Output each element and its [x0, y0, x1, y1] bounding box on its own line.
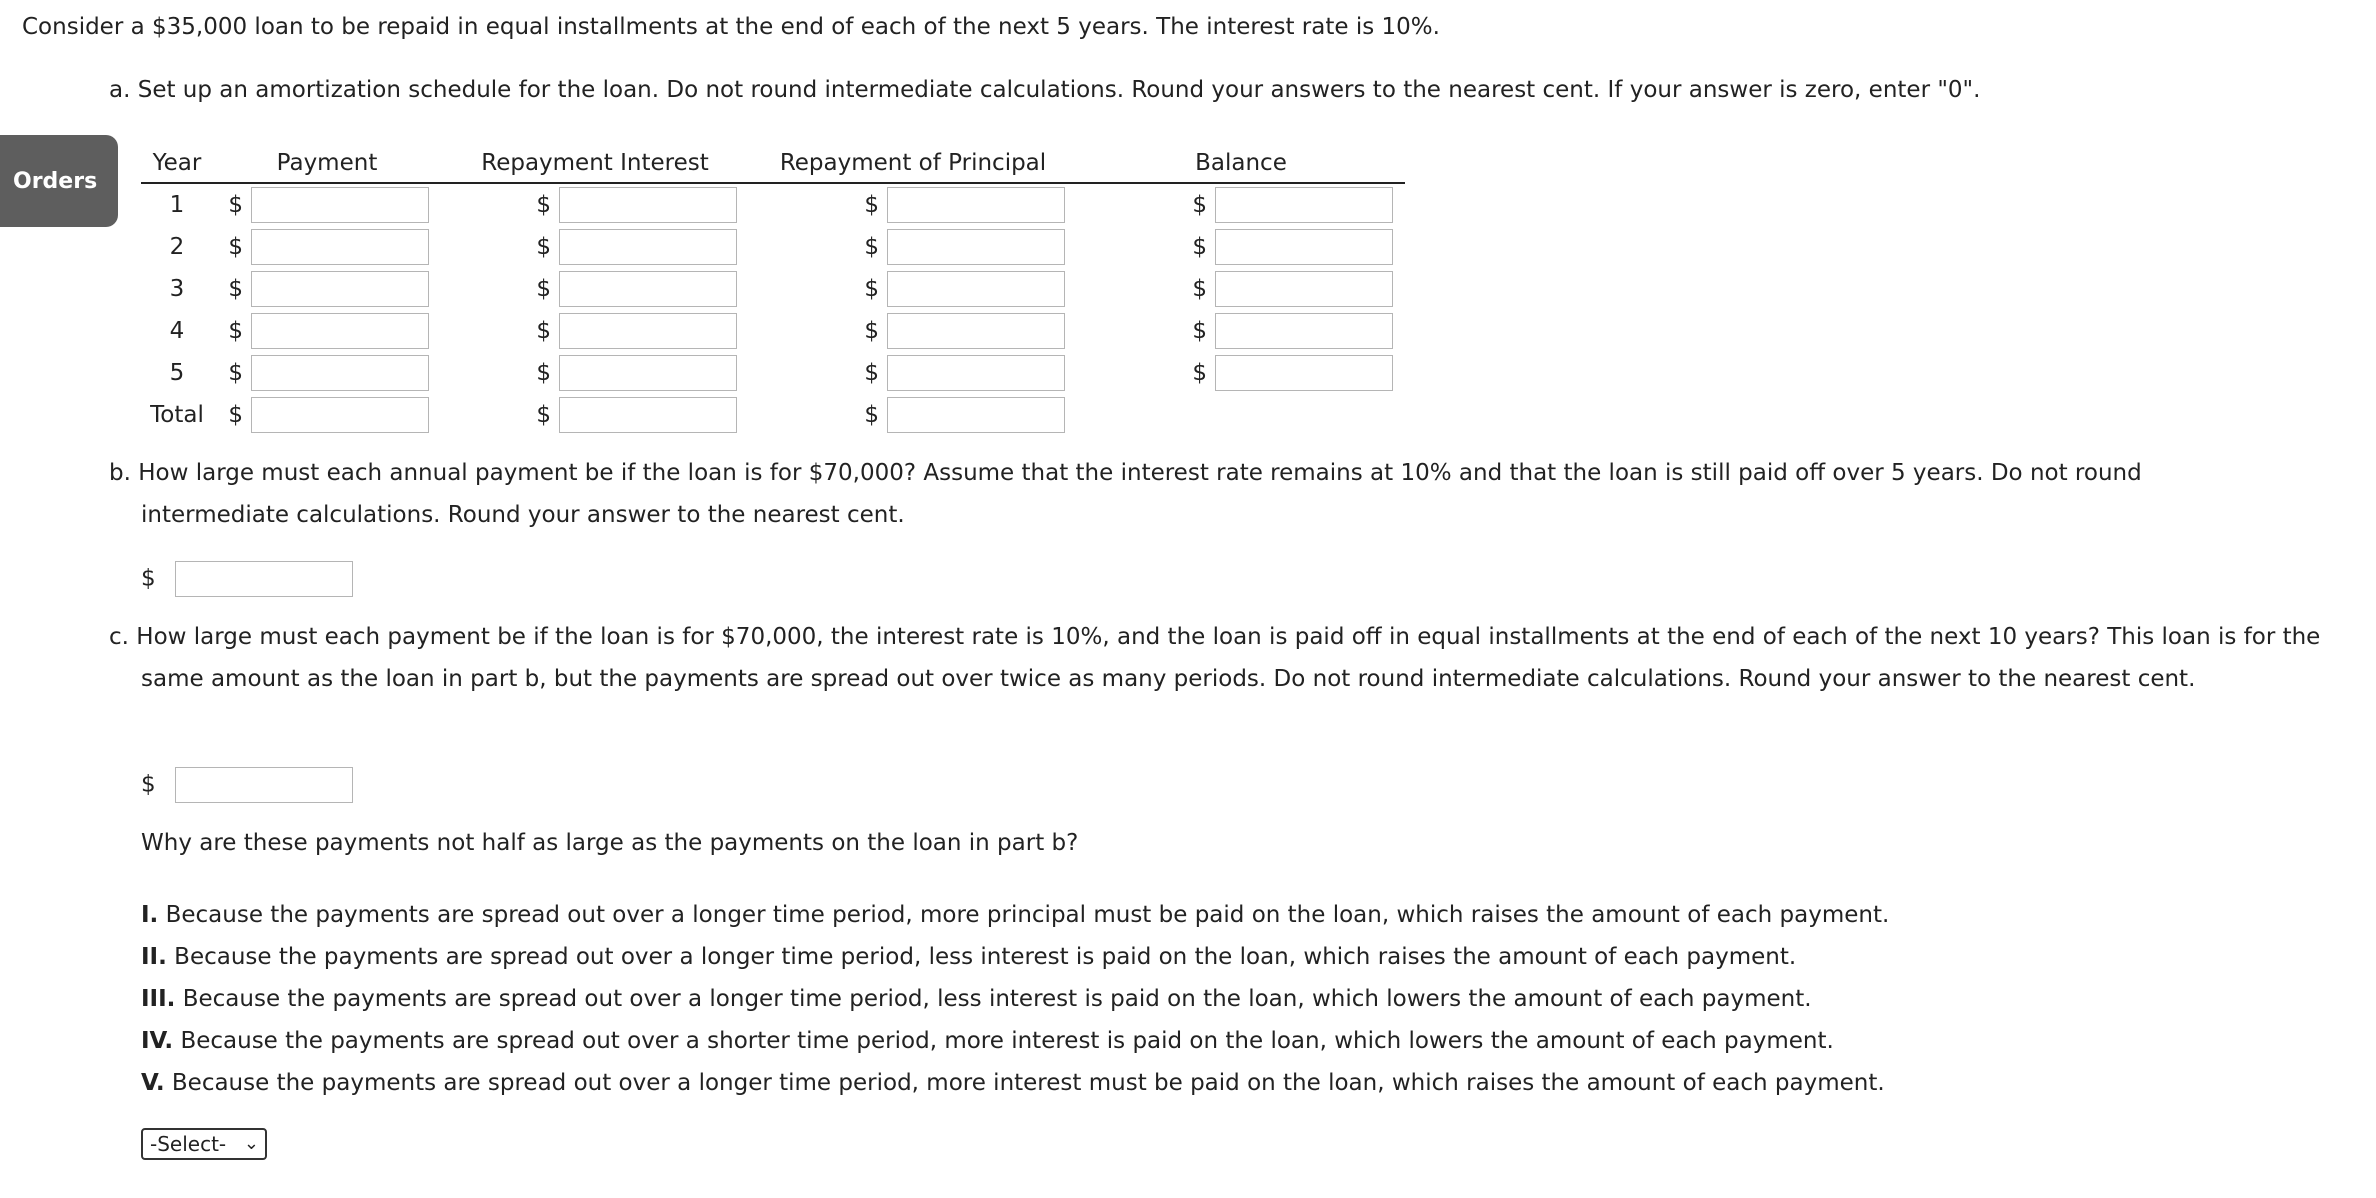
balance-input[interactable] — [1215, 271, 1393, 307]
balance-cell — [1215, 352, 1405, 394]
balance-input[interactable] — [1215, 229, 1393, 265]
dollar-sign: $ — [864, 276, 879, 302]
balance-cell — [1215, 268, 1405, 310]
part-c-question: c. How large must each payment be if the loan is for $70,000, the interest rate is 10%, and the loan is paid off in equal installments at the end of each of the next 10 years? This loan is for the same amount as the loan in part b, but the payments are spread out over twice as many periods. Do not round intermediate calculations. Round your answer to the nearest cent. — [109, 624, 2321, 692]
interest-input[interactable] — [559, 229, 737, 265]
principal-input[interactable] — [887, 355, 1065, 391]
dollar-sign: $ — [536, 192, 551, 218]
interest-input[interactable] — [559, 271, 737, 307]
balance-cell — [1215, 310, 1405, 352]
select-value: -Select- — [150, 1132, 227, 1156]
dollar-sign: $ — [1192, 234, 1207, 260]
principal-cell — [887, 268, 1077, 310]
interest-input[interactable] — [559, 397, 737, 433]
interest-cell — [559, 394, 749, 436]
principal-cell — [887, 352, 1077, 394]
principal-input[interactable] — [887, 397, 1065, 433]
dollar-sign: $ — [1192, 318, 1207, 344]
payment-cell — [251, 183, 441, 226]
payment-cell — [251, 268, 441, 310]
dollar-sign: $ — [228, 234, 243, 260]
dollar-sign: $ — [864, 234, 879, 260]
table-row — [141, 183, 1405, 226]
principal-cell — [887, 394, 1077, 436]
row-year: Total — [150, 402, 204, 428]
table-row — [141, 226, 1405, 268]
payment-input[interactable] — [251, 313, 429, 349]
amortization-table — [141, 134, 1405, 436]
interest-cell — [559, 352, 749, 394]
part-b-question: b. How large must each annual payment be if the loan is for $70,000? Assume that the interest rate remains at 10% and that the loan is still paid off over 5 years. Do not round intermediate calculations. Round your answer to the nearest cent. — [109, 460, 2142, 528]
header-year: Year — [141, 134, 213, 183]
payment-cell — [251, 352, 441, 394]
dollar-sign: $ — [864, 318, 879, 344]
row-year: 1 — [169, 192, 185, 218]
interest-cell — [559, 268, 749, 310]
option-3: III. Because the payments are spread out over a longer time period, less interest is paid on the loan, which lowers the amount of each payment. — [141, 986, 1812, 1012]
principal-cell — [887, 183, 1077, 226]
part-a-question: a. Set up an amortization schedule for the loan. Do not round intermediate calculations. Round your answers to the nearest cent. If your answer is zero, enter "0". — [109, 77, 1981, 103]
dollar-sign: $ — [228, 360, 243, 386]
table-row — [141, 268, 1405, 310]
interest-cell — [559, 310, 749, 352]
part-b-input[interactable] — [175, 561, 353, 597]
dollar-sign: $ — [228, 318, 243, 344]
payment-input[interactable] — [251, 229, 429, 265]
option-2: II. Because the payments are spread out over a longer time period, less interest is paid on the loan, which raises the amount of each payment. — [141, 944, 1797, 970]
principal-cell — [887, 226, 1077, 268]
orders-tab[interactable]: Orders — [0, 135, 118, 227]
dollar-sign: $ — [141, 565, 156, 592]
balance-cell — [1215, 183, 1405, 226]
payment-input[interactable] — [251, 355, 429, 391]
payment-input[interactable] — [251, 187, 429, 223]
balance-input[interactable] — [1215, 187, 1393, 223]
dollar-sign: $ — [536, 360, 551, 386]
principal-cell — [887, 310, 1077, 352]
payment-input[interactable] — [251, 397, 429, 433]
principal-input[interactable] — [887, 313, 1065, 349]
dollar-sign: $ — [864, 360, 879, 386]
total-row — [141, 394, 1405, 436]
header-principal: Repayment of Principal — [749, 134, 1077, 183]
interest-input[interactable] — [559, 355, 737, 391]
dollar-sign: $ — [864, 192, 879, 218]
problem-intro: Consider a $35,000 loan to be repaid in equal installments at the end of each of the next 5 years. The interest rate is 10%. — [22, 14, 1440, 40]
table-row — [141, 310, 1405, 352]
balance-input[interactable] — [1215, 355, 1393, 391]
chevron-down-icon: ⌄ — [243, 1133, 259, 1154]
interest-input[interactable] — [559, 187, 737, 223]
dollar-sign: $ — [228, 192, 243, 218]
dollar-sign: $ — [1192, 360, 1207, 386]
payment-cell — [251, 226, 441, 268]
table-row — [141, 352, 1405, 394]
part-b-answer — [141, 561, 353, 597]
payment-cell — [251, 310, 441, 352]
option-5: V. Because the payments are spread out over a longer time period, more interest must be paid on the loan, which raises the amount of each payment. — [141, 1070, 1885, 1096]
payment-cell — [251, 394, 441, 436]
interest-cell — [559, 226, 749, 268]
interest-cell — [559, 183, 749, 226]
row-year: 5 — [169, 360, 185, 386]
header-interest: Repayment Interest — [441, 134, 749, 183]
dollar-sign: $ — [1192, 276, 1207, 302]
dollar-sign: $ — [141, 771, 156, 798]
principal-input[interactable] — [887, 271, 1065, 307]
principal-input[interactable] — [887, 229, 1065, 265]
header-payment: Payment — [213, 134, 441, 183]
option-1: I. Because the payments are spread out over a longer time period, more principal must be paid on the loan, which raises the amount of each payment. — [141, 902, 1890, 928]
dollar-sign: $ — [228, 402, 243, 428]
answer-options — [141, 894, 1889, 1104]
interest-input[interactable] — [559, 313, 737, 349]
payment-input[interactable] — [251, 271, 429, 307]
dollar-sign: $ — [536, 402, 551, 428]
dollar-sign: $ — [1192, 192, 1207, 218]
balance-cell — [1215, 226, 1405, 268]
dollar-sign: $ — [536, 234, 551, 260]
why-question: Why are these payments not half as large as the payments on the loan in part b? — [141, 830, 1079, 856]
option-4: IV. Because the payments are spread out over a shorter time period, more interest is paid on the loan, which lowers the amount of each payment. — [141, 1028, 1834, 1054]
part-c-input[interactable] — [175, 767, 353, 803]
row-year: 4 — [169, 318, 185, 344]
row-year: 3 — [169, 276, 185, 302]
row-year: 2 — [169, 234, 185, 260]
dollar-sign: $ — [864, 402, 879, 428]
balance-input[interactable] — [1215, 313, 1393, 349]
principal-input[interactable] — [887, 187, 1065, 223]
answer-select[interactable] — [141, 1128, 267, 1160]
header-balance: Balance — [1077, 134, 1405, 183]
dollar-sign: $ — [536, 276, 551, 302]
dollar-sign: $ — [228, 276, 243, 302]
part-c-answer — [141, 767, 353, 803]
dollar-sign: $ — [536, 318, 551, 344]
